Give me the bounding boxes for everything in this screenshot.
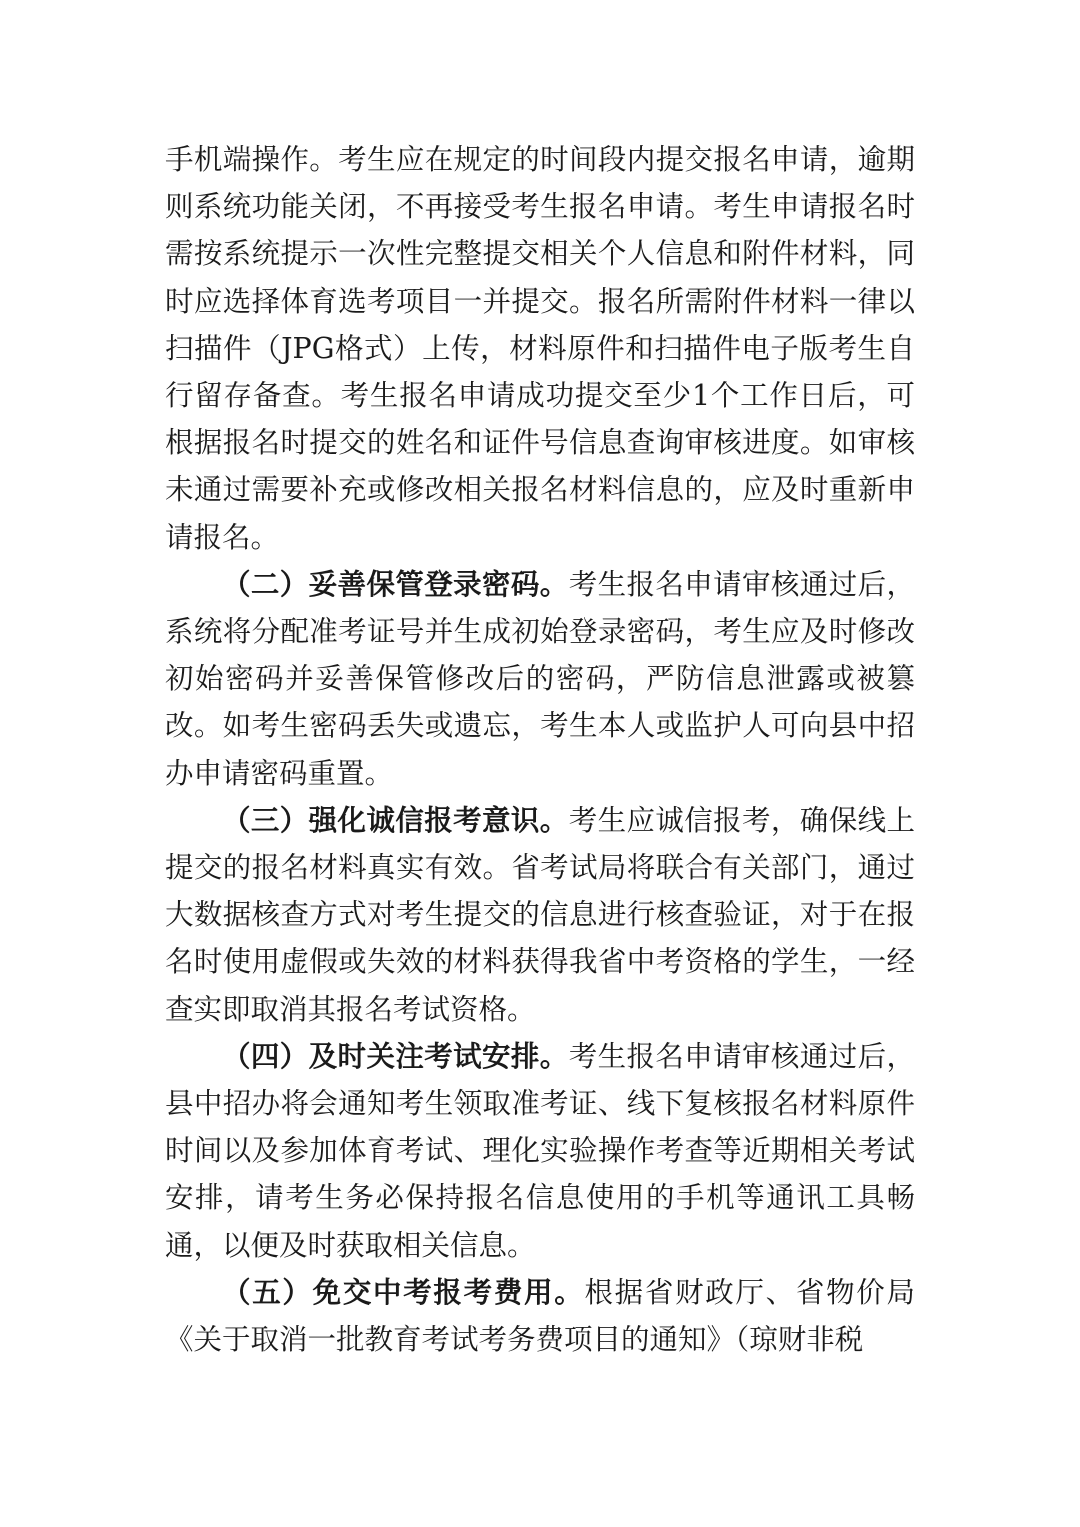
paragraph-password-safekeeping (165, 561, 915, 797)
paragraph-registration-continued (165, 136, 915, 561)
paragraph-text: 考生报名申请审核通过后，县中招办将会通知考生领取准考证、线下复核报名材料原件时间以及参加体育考试、理化实验操作考查等近期相关考试安排，请考生务必保持报名信息使用的手机等通讯工具畅通，以便及时获取相关信息。 (165, 1039, 915, 1262)
paragraph-exam-arrangements (165, 1033, 915, 1269)
section-heading: （五）免交中考报考费用。 (222, 1275, 585, 1309)
paragraph-text: 手机端操作。考生应在规定的时间段内提交报名申请，逾期则系统功能关闭，不再接受考生报名申请。考生申请报名时需按系统提示一次性完整提交相关个人信息和附件材料，同时应选择体育选考项目一并提交。报名所需附件材料一律以扫描件（JPG格式）上传，材料原件和扫描件电子版考生自行留存备查。考生报名申请成功提交至少1个工作日后，可根据报名时提交的姓名和证件号信息查询审核进度。如审核未通过需要补充或修改相关报名材料信息的，应及时重新申请报名。 (165, 143, 915, 554)
paragraph-text: 考生报名申请审核通过后，系统将分配准考证号并生成初始登录密码，考生应及时修改初始密码并妥善保管修改后的密码，严防信息泄露或被篡改。如考生密码丢失或遗忘，考生本人或监护人可向县中招办申请密码重置。 (165, 567, 915, 790)
document-body (165, 136, 915, 1363)
section-heading: （三）强化诚信报考意识。 (222, 803, 569, 837)
paragraph-text: 考生应诚信报考，确保线上提交的报名材料真实有效。省考试局将联合有关部门，通过大数据核查方式对考生提交的信息进行核查验证，对于在报名时使用虚假或失效的材料获得我省中考资格的学生，一经查实即取消其报名考试资格。 (165, 803, 915, 1026)
section-heading: （二）妥善保管登录密码。 (222, 567, 569, 601)
paragraph-fee-exemption (165, 1269, 915, 1363)
section-heading: （四）及时关注考试安排。 (222, 1039, 569, 1073)
paragraph-text: 根据省财政厅、省物价局《关于取消一批教育考试考务费项目的通知》（琼财非税 (165, 1275, 915, 1357)
paragraph-integrity (165, 797, 915, 1033)
